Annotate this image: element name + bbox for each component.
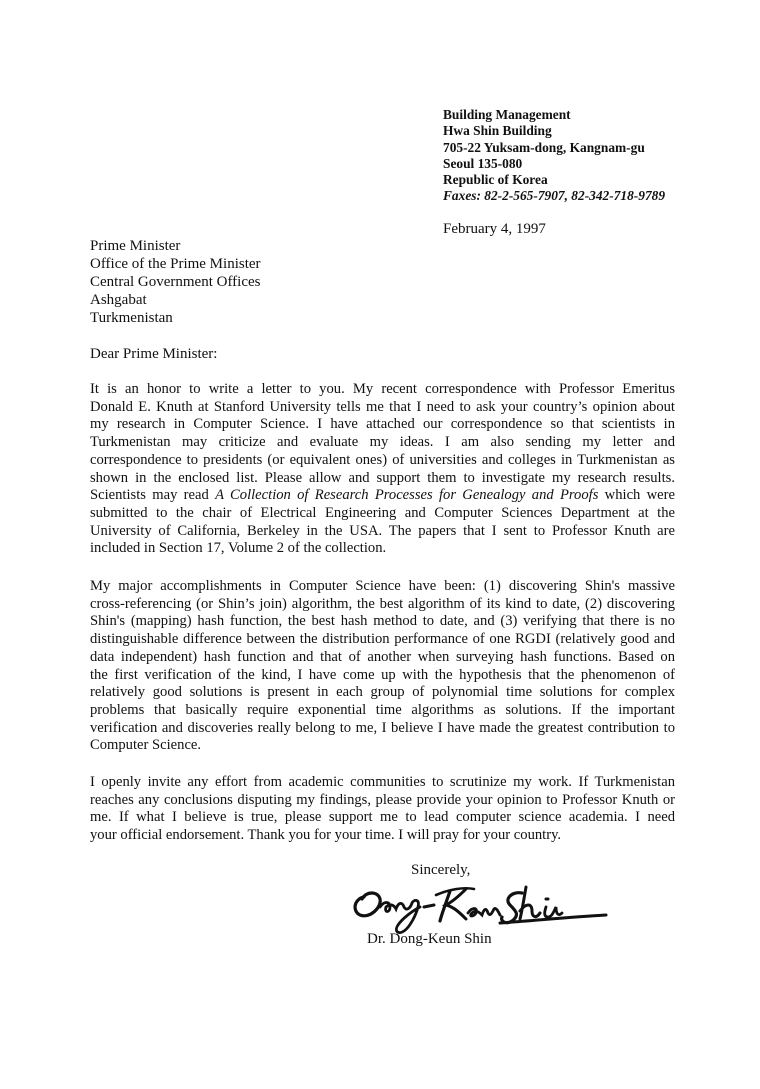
body-paragraph-3 [90, 774, 675, 845]
text-line: Shin's (mapping) hash function, the best hash method to date, and (3) verifying that there is no [90, 613, 675, 630]
text-line: submitted to the chair of Electrical Engineering and Computer Sciences Department at the [90, 504, 675, 521]
text-line: reaches any conclusions disputing my findings, please provide your opinion to Professor Knuth or [90, 791, 675, 808]
body-paragraph-1 [90, 381, 675, 558]
text-line: University of California, Berkeley in the USA. The papers that I sent to Professor Knuth are [90, 522, 675, 539]
letter-date: February 4, 1997 [443, 221, 546, 237]
text-line: I openly invite any effort from academic communities to scrutinize my work. If Turkmenistan [90, 774, 675, 790]
text-line: data independent) hash function and that of another when surveying hash functions. Based on [90, 648, 675, 665]
sender-line: Republic of Korea [443, 172, 548, 188]
text-line: included in Section 17, Volume 2 of the collection. [90, 540, 387, 557]
recipient-line: Ashgabat [90, 292, 147, 308]
text-line: verification and discoveries really belong to me, I believe I have made the greatest contribution to [90, 719, 675, 736]
text-line: Turkmenistan may criticize and evaluate my ideas. I am also sending my letter and [90, 434, 675, 451]
text-line-with-title [90, 487, 675, 505]
text-line: relatively good solutions is present in each group of polynomial time solutions for complex [90, 684, 675, 701]
text-line: distinguishable difference between the distribution performance of one RGDI (relatively good and [90, 631, 675, 648]
handwritten-signature [350, 877, 610, 937]
recipient-line: Turkmenistan [90, 310, 173, 326]
closing: Sincerely, [411, 862, 471, 878]
text-line: cross-referencing (or Shin’s join) algorithm, the best algorithm of its kind to date, (2) discovering [90, 595, 675, 612]
sender-line: 705-22 Yuksam-dong, Kangnam-gu [443, 139, 645, 155]
text-fragment: Scientists may read [90, 487, 216, 504]
text-line: problems that basically require exponential time algorithms as solutions. If the important [90, 701, 675, 718]
body-paragraph-2 [90, 578, 675, 755]
recipient-line: Prime Minister [90, 238, 181, 254]
sender-address-block [443, 107, 665, 205]
salutation: Dear Prime Minister: [90, 346, 218, 362]
text-line: your official endorsement. Thank you for your time. I will pray for your country. [90, 827, 562, 844]
text-line: shown in the enclosed list. Please allow and support them to investigate my research results. [90, 469, 675, 486]
recipient-line: Central Government Offices [90, 274, 261, 290]
collection-title: A Collection of Research Processes for Genealogy and Proofs [215, 487, 599, 504]
text-line: My major accomplishments in Computer Science have been: (1) discovering Shin's massive [90, 578, 675, 594]
recipient-address-block [90, 237, 261, 327]
text-fragment: which were [598, 487, 675, 504]
text-line: Computer Science. [90, 737, 202, 754]
signer-name: Dr. Dong-Keun Shin [367, 931, 492, 947]
text-line: me. If what I believe is true, please support me to lead computer science academia. I need [90, 809, 675, 826]
text-line: correspondence to presidents (or equivalent ones) of universities and colleges in Turkmenistan as [90, 451, 675, 468]
text-line: It is an honor to write a letter to you. My recent correspondence with Professor Emeritus [90, 381, 675, 397]
text-line: my research in Computer Science. I have attached our correspondence so that scientists in [90, 416, 675, 433]
sender-line: Seoul 135-080 [443, 155, 523, 171]
recipient-line: Office of the Prime Minister [90, 256, 261, 272]
sender-line: Building Management [443, 107, 571, 122]
sender-fax: Faxes: 82-2-565-7907, 82-342-718-9789 [443, 188, 666, 204]
sender-line: Hwa Shin Building [443, 123, 552, 139]
text-line: the first verification of the kind, I have come up with the hypothesis that the phenomenon of [90, 666, 675, 683]
text-line: Donald E. Knuth at Stanford University tells me that I need to ask your country’s opinion about [90, 398, 675, 415]
